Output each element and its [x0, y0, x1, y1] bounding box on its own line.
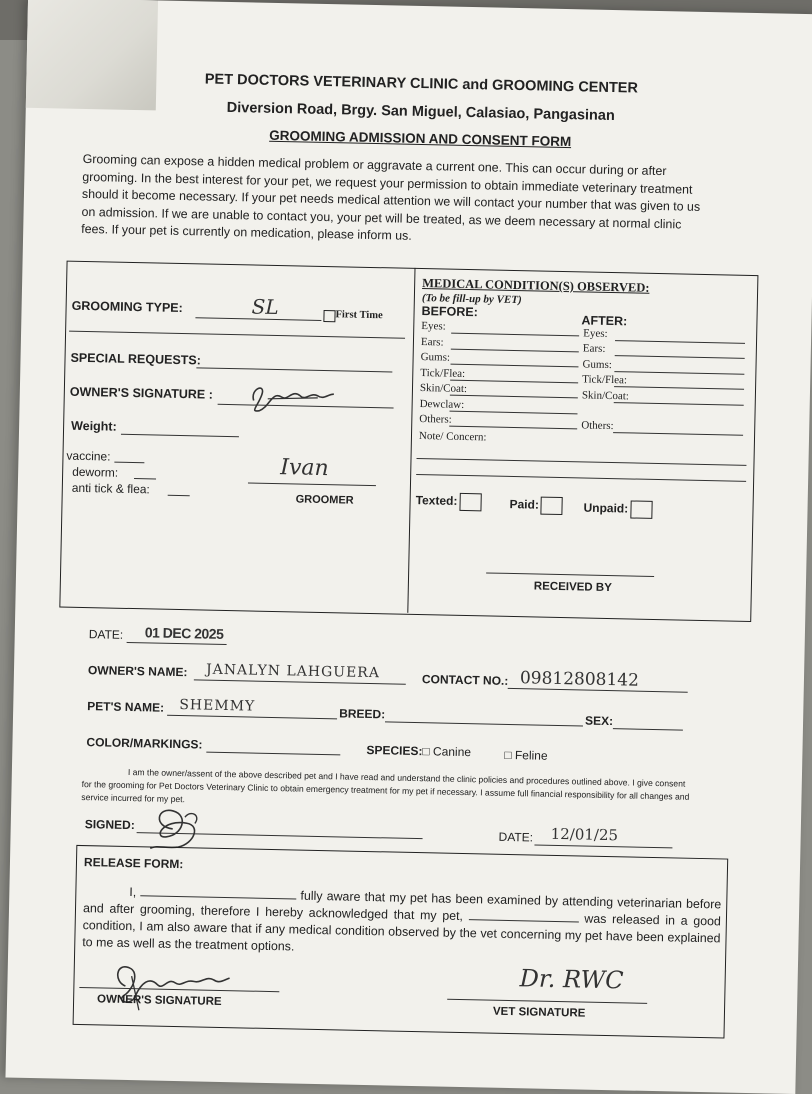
clinic-address: Diversion Road, Brgy. San Miguel, Calasiao, Pangasinan — [226, 99, 615, 125]
paid-field — [509, 496, 563, 515]
release-owner-signature-label: OWNER'S SIGNATURE — [96, 993, 222, 1009]
signed-label: SIGNED: — [84, 817, 135, 833]
page-curl — [26, 0, 158, 110]
after-item-label: Skin/Coat: — [581, 389, 630, 403]
consent-date-line — [534, 845, 672, 849]
release-pet-blank[interactable] — [469, 919, 579, 922]
color-label: COLOR/MARKINGS: — [86, 735, 203, 752]
pet-name-value[interactable]: SHEMMY — [179, 697, 256, 715]
before-item-label: Skin/Coat: — [419, 382, 468, 396]
clinic-name: PET DOCTORS VETERINARY CLINIC and GROOMING CENTER — [204, 71, 639, 97]
vet-signature-value[interactable]: Dr. RWC — [519, 964, 624, 995]
after-item-label: Eyes: — [583, 327, 608, 340]
sex-label: SEX: — [584, 713, 614, 729]
date-line — [127, 642, 227, 645]
owner-name-label: OWNER'S NAME: — [87, 663, 188, 680]
paid-label: Paid: — [509, 497, 540, 512]
contact-value[interactable]: 09812808142 — [519, 668, 640, 691]
canine-checkbox[interactable]: □ — [422, 744, 434, 759]
unpaid-field — [583, 499, 652, 518]
feline-option[interactable] — [504, 748, 548, 763]
deworm-label: deworm: — [72, 464, 119, 480]
first-time-checkbox[interactable] — [323, 310, 335, 322]
medical-subtitle: (To be fill-up by VET) — [421, 292, 522, 307]
before-item-label: Others: — [419, 413, 452, 426]
consent-date-label: DATE: — [498, 829, 534, 845]
groomer-label: GROOMER — [295, 493, 354, 507]
vaccine-label: vaccine: — [66, 448, 111, 464]
breed-line — [385, 721, 583, 726]
consent-form-sheet — [5, 0, 812, 1094]
pet-name-line — [167, 715, 337, 720]
release-text-part2: was released in a good condition, I am also aware that if any medical condition observed by the vet concerning my pet have been explained to me as well as the treatment options. — [82, 911, 722, 954]
before-label: BEFORE: — [421, 304, 478, 320]
grooming-type-label: GROOMING TYPE: — [71, 298, 183, 316]
signed-scribble — [142, 800, 223, 852]
consent-date-value[interactable]: 12/01/25 — [550, 824, 619, 845]
after-label: AFTER: — [581, 313, 628, 329]
after-item-label: Others: — [581, 419, 614, 433]
release-text — [82, 883, 721, 964]
pet-name-label: PET'S NAME: — [87, 699, 165, 715]
date-label: DATE: — [88, 627, 124, 642]
before-item-label: Dewclaw: — [419, 397, 465, 411]
owner-name-value[interactable]: JANALYN LAHGUERA — [205, 661, 381, 682]
unpaid-checkbox[interactable] — [630, 500, 652, 518]
date-value[interactable]: 01 DEC 2025 — [144, 624, 224, 642]
canine-option[interactable] — [422, 744, 471, 759]
intro-paragraph: Grooming can expose a hidden medical problem or aggravate a current one. This can occur during or after grooming. In the best interest for your pet, we request your permission to obtain immediate veterinary treatment should it become necessary. If your pet needs medical attention we will contact your number that was given to us on admission. If we are unable to contact you, your pet will be treated, as we deem necessary at normal clinic fees. If your pet is currently on medication, please inform us. — [81, 151, 701, 243]
release-title: RELEASE FORM: — [83, 855, 184, 872]
after-item-label: Gums: — [582, 358, 612, 372]
consent-text: I am the owner/assent of the above described pet and I have read and understand the clinic policies and procedures outlined above. I give consent for the grooming for Pet Doctors Veterinary Clinic to obtain emergency treatment for my pet if necessary. I assume full financial responsibility for all changes and service incurred for my pet. — [81, 766, 690, 805]
weight-label: Weight: — [70, 418, 117, 434]
special-requests-label: SPECIAL REQUESTS: — [70, 350, 202, 368]
breed-label: BREED: — [339, 706, 386, 722]
form-title: GROOMING ADMISSION AND CONSENT FORM — [269, 127, 572, 150]
texted-checkbox[interactable] — [459, 493, 481, 511]
before-item-label: Gums: — [420, 351, 451, 364]
release-text-part1: fully aware that my pet has been examined by attending veterinarian before and after grooming, therefore I hereby acknowledged that my pet, — [82, 888, 722, 924]
texted-field — [415, 492, 481, 511]
first-time-label: First Time — [335, 309, 383, 322]
feline-label: Feline — [514, 748, 548, 763]
groomer-name[interactable]: Ivan — [280, 455, 329, 482]
before-item-label: Ears: — [420, 335, 444, 349]
release-prefix: I, — [129, 885, 137, 900]
anti-tick-label: anti tick & flea: — [71, 480, 151, 497]
unpaid-label: Unpaid: — [583, 500, 629, 516]
feline-checkbox[interactable]: □ — [504, 747, 516, 763]
color-line — [206, 752, 340, 756]
owner-signature-label: OWNER'S SIGNATURE : — [69, 384, 213, 402]
received-by-label: RECEIVED BY — [533, 580, 612, 595]
after-item-label: Tick/Flea: — [582, 373, 628, 387]
before-item-label: Tick/Flea: — [420, 366, 466, 380]
before-item-label: Eyes: — [421, 320, 446, 333]
release-name-blank[interactable] — [140, 895, 296, 899]
contact-label: CONTACT NO.: — [421, 672, 509, 688]
sex-line — [613, 728, 683, 730]
vet-signature-label: VET SIGNATURE — [492, 1005, 586, 1020]
species-label: SPECIES: — [366, 742, 423, 759]
medical-title: MEDICAL CONDITION(S) OBSERVED: — [422, 276, 650, 295]
grooming-type-value[interactable]: SL — [251, 294, 279, 320]
note-label: Note/ Concern: — [418, 430, 487, 444]
owner-signature-scribble — [247, 380, 338, 418]
texted-label: Texted: — [415, 493, 458, 509]
canine-label: Canine — [432, 744, 472, 760]
after-item-label: Ears: — [582, 342, 606, 355]
paid-checkbox[interactable] — [541, 497, 563, 515]
